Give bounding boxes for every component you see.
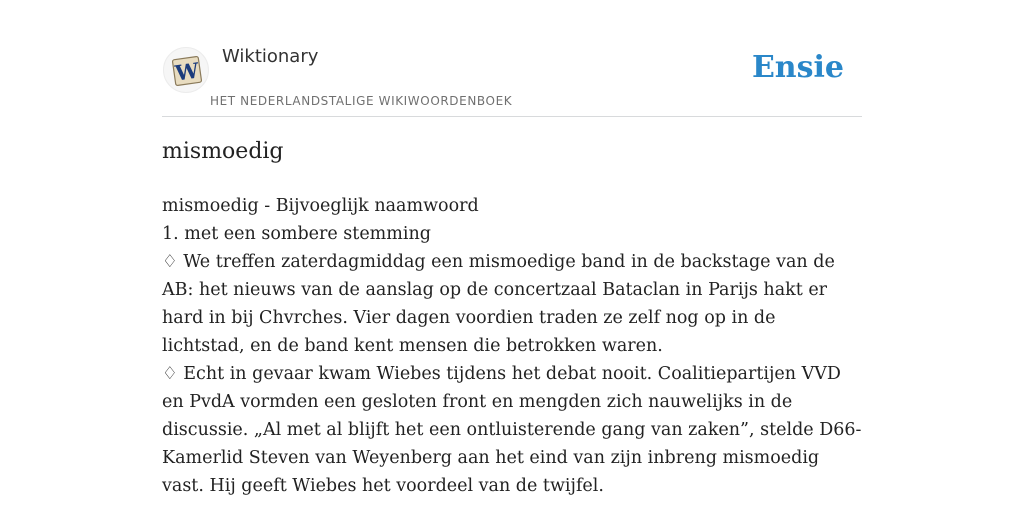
page-title: mismoedig (162, 139, 284, 164)
svg-text:W: W (173, 57, 201, 86)
entry-heading: mismoedig - Bijvoeglijk naamwoord (162, 196, 479, 216)
site-header (162, 0, 862, 117)
entry-example: ♢ We treffen zaterdagmiddag een mismoedige band in de backstage van de AB: het nieuws van de aanslag op de concertzaal Bataclan in Parijs hakt er hard in bij Chvrches. Vier dagen voordien traden ze zelf nog op in de lichtstad, en de band kent mensen die betrokken waren. (162, 252, 835, 356)
entry-definition: 1. met een sombere stemming (162, 224, 431, 244)
site-subtitle: HET NEDERLANDSTALIGE WIKIWOORDENBOEK (210, 94, 513, 108)
entry-example: ♢ Echt in gevaar kwam Wiebes tijdens het debat nooit. Coalitiepartijen VVD en PvdA vormden een gesloten front en mengden zich nauwelijks in de discussie. „Al met al blijft het een ontluisterende gang van zaken”, stelde D66-Kamerlid Steven van Weyenberg aan het eind van zijn inbreng mismoedig vast. Hij geeft Wiebes het voordeel van de twijfel. (162, 364, 862, 496)
ensie-brand-link[interactable]: Ensie (751, 50, 844, 85)
dictionary-entry (162, 192, 862, 500)
site-name[interactable]: Wiktionary (222, 46, 319, 67)
wiktionary-logo-icon[interactable] (163, 47, 209, 93)
